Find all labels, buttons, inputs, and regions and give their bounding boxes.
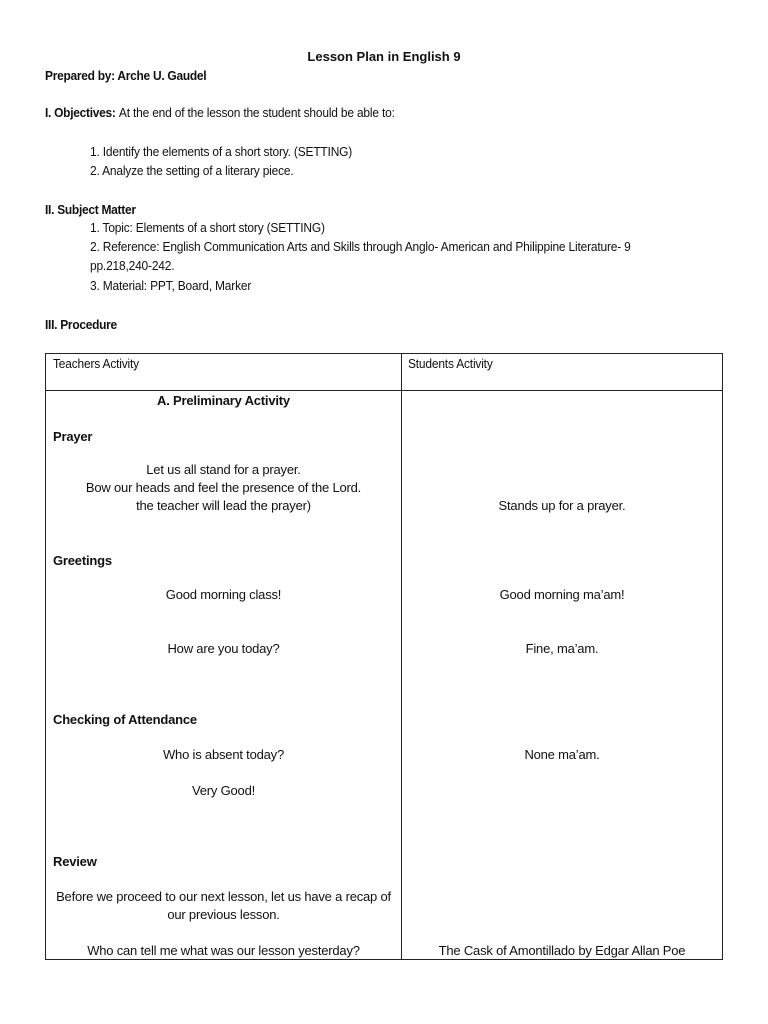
prayer-line-3: the teacher will lead the prayer) [136,498,311,513]
objectives-intro: At the end of the lesson the student should be able to: [118,105,395,120]
review-line-2: our previous lesson. [167,907,280,922]
section-a-heading: A. Preliminary Activity [157,393,290,408]
attendance-student-1: None ma’am. [524,747,600,762]
review-heading: Review [53,854,97,869]
procedure-heading: III. Procedure [45,317,117,332]
review-line-1: Before we proceed to our next lesson, let us have a recap of [56,889,391,904]
students-column-label: Students Activity [408,356,493,371]
subject-material: 3. Material: PPT, Board, Marker [90,278,252,293]
subject-topic: 1. Topic: Elements of a short story (SETTING) [90,220,325,235]
attendance-teacher-2: Very Good! [191,783,256,798]
subject-matter-heading: II. Subject Matter [45,202,136,217]
subject-reference-pages: pp.218,240-242. [90,258,175,273]
attendance-heading: Checking of Attendance [53,712,197,727]
attendance-teacher-1: Who is absent today? [162,747,285,762]
teacher-column-header [46,354,402,391]
students-column-header [402,354,723,391]
greeting-teacher-2: How are you today? [167,641,280,656]
prepared-by: Prepared by: Arche U. Gaudel [45,68,207,83]
prayer-student-response: Stands up for a prayer. [498,498,626,513]
table-body-row [46,391,723,960]
document-title: Lesson Plan in English 9 [307,49,461,64]
review-question: Who can tell me what was our lesson yesterday? [87,943,360,958]
greeting-teacher-1: Good morning class! [165,587,282,602]
students-activity-cell [402,391,723,960]
procedure-table [45,353,723,960]
objectives-heading: I. Objectives: [45,105,116,120]
teacher-activity-cell [46,391,402,960]
review-student-answer: The Cask of Amontillado by Edgar Allan Poe [438,943,686,958]
objective-item-1: 1. Identify the elements of a short story. (SETTING) [90,144,353,159]
objectives-line [45,105,395,120]
teacher-column-label: Teachers Activity [53,356,139,371]
greetings-heading: Greetings [53,553,112,568]
prayer-line-2: Bow our heads and feel the presence of the Lord. [85,480,362,495]
greeting-student-1: Good morning ma’am! [499,587,625,602]
subject-reference: 2. Reference: English Communication Arts and Skills through Anglo- American and Philippine Literature- 9 [90,239,631,254]
objective-item-2: 2. Analyze the setting of a literary piece. [90,163,294,178]
prayer-line-1: Let us all stand for a prayer. [146,462,301,477]
greeting-student-2: Fine, ma’am. [525,641,599,656]
prayer-heading: Prayer [53,429,93,444]
table-header-row [46,354,723,391]
